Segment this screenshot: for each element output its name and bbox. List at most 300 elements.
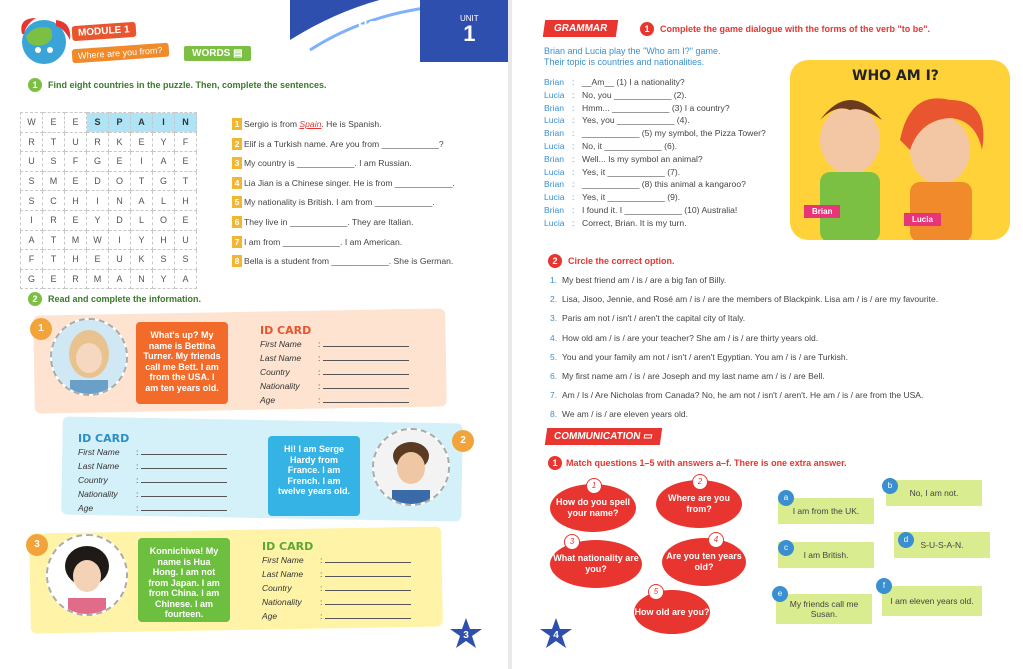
dialogue-colon: : bbox=[572, 77, 575, 87]
id-card-3 bbox=[250, 532, 440, 631]
sentence-after: . I am American. bbox=[340, 236, 403, 247]
sentence-item bbox=[232, 138, 455, 158]
dialogue-colon: : bbox=[572, 89, 575, 100]
grid-cell[interactable]: N bbox=[131, 269, 153, 289]
communication-ex-number: 1 bbox=[548, 456, 562, 470]
grammar-ex2-instruction: Circle the correct option. bbox=[568, 256, 675, 266]
grid-cell[interactable]: T bbox=[43, 230, 65, 250]
word-search-grid bbox=[20, 112, 197, 289]
grid-cell[interactable]: H bbox=[65, 250, 87, 270]
option-text[interactable]: Paris am not / isn't / aren't the capital city of Italy. bbox=[562, 313, 746, 324]
id-field-row: First Name : bbox=[78, 445, 244, 459]
id-field-input[interactable] bbox=[325, 611, 411, 619]
grid-cell[interactable]: A bbox=[131, 191, 153, 211]
grid-cell[interactable]: I bbox=[21, 210, 43, 230]
answer-letter-c: c bbox=[778, 540, 794, 556]
id-card-title: ID CARD bbox=[262, 540, 314, 553]
sentence-blank[interactable]: ____________ bbox=[374, 197, 433, 208]
id-field-label: Nationality bbox=[260, 381, 300, 391]
id-field-label: Last Name bbox=[260, 353, 302, 363]
grid-cell[interactable]: E bbox=[175, 210, 197, 230]
id-field-input[interactable] bbox=[325, 583, 411, 591]
grid-cell[interactable]: R bbox=[65, 269, 87, 289]
question-text: Where are you from? bbox=[667, 493, 731, 514]
unit-badge bbox=[460, 14, 479, 45]
grammar-ex1-number: 1 bbox=[640, 22, 654, 36]
grid-cell[interactable]: L bbox=[131, 210, 153, 230]
grid-cell[interactable]: U bbox=[21, 152, 43, 172]
dialogue-text[interactable]: Well... Is my symbol an animal? bbox=[582, 153, 703, 164]
sentence-blank[interactable]: Spain bbox=[299, 119, 322, 129]
circle-option-item[interactable] bbox=[550, 312, 938, 331]
id-card-title: ID CARD bbox=[78, 432, 130, 445]
boy-portrait-icon bbox=[374, 430, 448, 504]
grid-cell[interactable]: U bbox=[175, 230, 197, 250]
answer-letter-d: d bbox=[898, 532, 914, 548]
answer-letter-a: a bbox=[778, 490, 794, 506]
dialogue-speaker: Lucia bbox=[544, 192, 565, 203]
grid-cell[interactable]: G bbox=[21, 269, 43, 289]
dialogue-speaker: Brian bbox=[544, 102, 565, 113]
id-card-fields bbox=[262, 553, 428, 623]
grid-cell[interactable]: F bbox=[21, 250, 43, 270]
dialogue-text[interactable]: No, you ____________ (2). bbox=[582, 89, 687, 100]
sentence-before: My country is bbox=[244, 158, 298, 169]
option-number: 5. bbox=[550, 351, 558, 362]
dialogue-speaker: Lucia bbox=[544, 140, 565, 151]
grid-cell[interactable]: H bbox=[153, 230, 175, 250]
speech-bubble-3: Konnichiwa! My name is Hua Hong. I am not from Japan. I am from China. I am Chinese. I am fourteen. bbox=[138, 538, 230, 622]
answer-text: No, I am not. bbox=[909, 488, 959, 498]
sentence-number: 7 bbox=[232, 236, 242, 248]
grid-cell[interactable]: D bbox=[109, 210, 131, 230]
grid-cell[interactable]: S bbox=[153, 250, 175, 270]
grid-cell[interactable]: F bbox=[175, 132, 197, 152]
sentence-number: 5 bbox=[232, 196, 242, 208]
grammar-tag: GRAMMAR bbox=[543, 20, 619, 37]
grid-cell[interactable]: L bbox=[153, 191, 175, 211]
question-number-2: 2 bbox=[692, 474, 708, 490]
circle-option-item[interactable] bbox=[550, 293, 938, 312]
id-card-2 bbox=[66, 424, 256, 523]
grid-cell[interactable]: S bbox=[43, 152, 65, 172]
option-text[interactable]: How old am / is / are your teacher? She am / is / are thirty years old. bbox=[562, 332, 819, 343]
id-field-label: Nationality bbox=[78, 489, 118, 499]
dialogue-speaker: Lucia bbox=[544, 217, 565, 228]
id-field-row: Nationality : bbox=[260, 379, 426, 393]
id-field-row: Country : bbox=[78, 473, 244, 487]
grid-cell[interactable]: E bbox=[131, 132, 153, 152]
grid-cell[interactable]: Y bbox=[87, 210, 109, 230]
question-text: How do you spell your name? bbox=[555, 497, 630, 518]
dialogue-speaker: Lucia bbox=[544, 166, 565, 177]
speech-bubble-1: What's up? My name is Bettina Turner. My friends call me Bett. I am from the USA. I am ten years old. bbox=[136, 322, 228, 404]
grid-cell[interactable]: G bbox=[87, 152, 109, 172]
id-card-1 bbox=[248, 316, 438, 415]
grid-cell[interactable]: C bbox=[43, 191, 65, 211]
unit-title: HOWDY! bbox=[358, 18, 413, 33]
option-text[interactable]: Lisa, Jisoo, Jennie, and Rosé am / is / are the members of Blackpink. Lisa am / is / are my favourite. bbox=[562, 294, 939, 305]
dialogue-colon: : bbox=[572, 192, 575, 203]
sentence-blank[interactable]: ____________ bbox=[331, 256, 389, 267]
grid-cell[interactable]: S bbox=[87, 113, 109, 133]
dialogue-text[interactable]: Yes, you ____________ (4). bbox=[582, 115, 690, 126]
grid-row bbox=[21, 152, 197, 172]
circle-option-item[interactable] bbox=[550, 332, 938, 351]
grid-row bbox=[21, 113, 197, 133]
grid-row bbox=[21, 230, 197, 250]
dialogue-colon: : bbox=[572, 153, 575, 164]
id-field-input[interactable] bbox=[325, 597, 411, 605]
question-bubble-4 bbox=[662, 538, 746, 586]
exercise2-instruction: Read and complete the information. bbox=[48, 294, 202, 304]
dialogue-colon: : bbox=[572, 204, 575, 215]
sentence-item bbox=[232, 216, 455, 236]
id-field-row: Country : bbox=[262, 581, 428, 595]
circle-option-list bbox=[550, 274, 938, 428]
grid-cell[interactable]: I bbox=[131, 152, 153, 172]
circle-option-item[interactable] bbox=[550, 408, 938, 427]
option-number: 1. bbox=[550, 275, 558, 285]
grid-cell[interactable]: E bbox=[65, 210, 87, 230]
sentence-after: . bbox=[432, 197, 435, 208]
id-field-row: Age : bbox=[260, 393, 426, 407]
module-subtitle: Where are you from? bbox=[72, 43, 169, 64]
dialogue-text[interactable]: Yes, it ____________ (9). bbox=[582, 192, 681, 203]
unit-label: UNIT bbox=[460, 14, 479, 23]
id-panel-3-number: 3 bbox=[26, 534, 48, 556]
id-field-row: Age : bbox=[262, 609, 428, 623]
answer-letter-e: e bbox=[772, 586, 788, 602]
dialogue-line bbox=[544, 178, 766, 191]
grid-cell[interactable]: O bbox=[109, 171, 131, 191]
photo-hua bbox=[46, 534, 128, 616]
grid-cell[interactable]: T bbox=[43, 250, 65, 270]
communication-instruction: Match questions 1–5 with answers a–f. There is one extra answer. bbox=[566, 458, 847, 468]
id-panel-1-number: 1 bbox=[30, 318, 52, 340]
option-number: 3. bbox=[550, 313, 558, 324]
id-field-label: Country bbox=[78, 475, 108, 485]
grid-cell[interactable]: R bbox=[87, 132, 109, 152]
girl-portrait-icon bbox=[48, 536, 126, 614]
option-number: 8. bbox=[550, 409, 558, 420]
sentence-after: . He is Spanish. bbox=[321, 119, 382, 129]
id-field-input[interactable] bbox=[323, 339, 409, 347]
dialogue-colon: : bbox=[572, 179, 575, 190]
grid-cell[interactable]: H bbox=[65, 191, 87, 211]
grid-cell[interactable]: E bbox=[175, 152, 197, 172]
grid-cell[interactable]: S bbox=[175, 250, 197, 270]
question-bubble-3 bbox=[550, 540, 642, 588]
globe-mascot-icon bbox=[16, 14, 76, 70]
words-label: WORDS bbox=[192, 48, 231, 59]
sentence-blank[interactable]: ____________ bbox=[394, 177, 453, 188]
grid-cell[interactable]: Y bbox=[153, 132, 175, 152]
grid-cell[interactable]: F bbox=[65, 152, 87, 172]
answer-text: S-U-S-A-N. bbox=[920, 540, 964, 550]
sentence-after: . bbox=[452, 177, 455, 188]
grid-cell[interactable]: E bbox=[109, 152, 131, 172]
grid-cell[interactable]: E bbox=[43, 269, 65, 289]
option-text[interactable]: My first name am / is / are Joseph and my last name am / is / are Bell. bbox=[562, 370, 825, 381]
sentence-after: . I am Russian. bbox=[354, 158, 412, 169]
exercise1-instruction: Find eight countries in the puzzle. Then, complete the sentences. bbox=[48, 80, 327, 90]
dialogue-text[interactable]: Yes, it ____________ (7). bbox=[582, 166, 681, 177]
dialogue-speaker: Brian bbox=[544, 153, 565, 164]
id-field-input[interactable] bbox=[325, 569, 411, 577]
sentence-before: My nationality is British. I am from bbox=[244, 197, 375, 208]
id-card-fields bbox=[78, 445, 244, 515]
grid-cell[interactable]: A bbox=[175, 269, 197, 289]
dialogue-colon: : bbox=[572, 115, 575, 126]
game-dialogue bbox=[544, 76, 766, 230]
question-number-3: 3 bbox=[564, 534, 580, 550]
girl-portrait-icon bbox=[52, 320, 126, 394]
question-number-1: 1 bbox=[586, 478, 602, 494]
option-text[interactable]: Am / Is / Are Nicholas from Canada? No, he am not / isn't / aren't. He am / is / are from the USA. bbox=[562, 390, 924, 401]
grid-cell[interactable]: E bbox=[87, 250, 109, 270]
grid-cell[interactable]: T bbox=[43, 132, 65, 152]
unit-number: 1 bbox=[463, 21, 476, 46]
sentence-item bbox=[232, 177, 455, 197]
dialogue-colon: : bbox=[572, 102, 575, 113]
id-field-row: First Name : bbox=[260, 337, 426, 351]
dialogue-line bbox=[544, 217, 766, 230]
id-field-input[interactable] bbox=[323, 381, 409, 389]
question-number-4: 4 bbox=[708, 532, 724, 548]
dialogue-text[interactable]: I found it. I ____________ (10) Australia! bbox=[582, 204, 738, 215]
circle-option-item[interactable] bbox=[550, 274, 938, 293]
grid-cell[interactable]: N bbox=[175, 113, 197, 133]
option-text[interactable]: You and your family am not / isn't / aren't Egyptian. You am / is / are Turkish. bbox=[562, 351, 848, 362]
answer-text: I am eleven years old. bbox=[890, 596, 974, 606]
sentence-blank[interactable]: ____________ bbox=[282, 236, 341, 247]
dialogue-line bbox=[544, 166, 766, 179]
grid-cell[interactable]: I bbox=[109, 230, 131, 250]
grid-cell[interactable]: I bbox=[87, 191, 109, 211]
grid-cell[interactable]: A bbox=[131, 113, 153, 133]
id-field-row: Last Name : bbox=[78, 459, 244, 473]
grid-cell[interactable]: I bbox=[153, 113, 175, 133]
id-field-label: Country bbox=[260, 367, 290, 377]
id-field-row: Last Name : bbox=[262, 567, 428, 581]
grid-cell[interactable]: K bbox=[131, 250, 153, 270]
id-field-label: Nationality bbox=[262, 597, 302, 607]
dialogue-line bbox=[544, 127, 766, 140]
id-field-row: Age : bbox=[78, 501, 244, 515]
left-page-number: 3 bbox=[463, 630, 469, 641]
grid-cell[interactable]: M bbox=[43, 171, 65, 191]
id-field-input[interactable] bbox=[323, 395, 409, 403]
id-field-input[interactable] bbox=[141, 461, 227, 469]
id-field-input[interactable] bbox=[141, 475, 227, 483]
grid-cell[interactable]: W bbox=[87, 230, 109, 250]
grid-cell[interactable]: E bbox=[43, 113, 65, 133]
id-card-fields bbox=[260, 337, 426, 407]
chat-icon: ▭ bbox=[642, 431, 654, 442]
who-am-i-title: WHO AM I? bbox=[852, 68, 939, 84]
question-text: Are you ten years old? bbox=[666, 551, 742, 572]
dialogue-line bbox=[544, 102, 766, 115]
id-field-label: Age bbox=[260, 395, 276, 405]
sentence-number: 3 bbox=[232, 157, 242, 169]
grid-cell[interactable]: R bbox=[21, 132, 43, 152]
id-field-label: Country bbox=[262, 583, 292, 593]
sentence-number: 6 bbox=[232, 216, 242, 228]
id-field-label: Last Name bbox=[78, 461, 120, 471]
dialogue-text[interactable]: __Am__ (1) I a nationality? bbox=[582, 77, 685, 87]
grid-row bbox=[21, 269, 197, 289]
name-tag-lucia: Lucia bbox=[904, 213, 941, 226]
intro-line-1: Brian and Lucia play the "Who am I?" game. bbox=[544, 46, 721, 56]
book-icon: ▤ bbox=[233, 48, 243, 59]
id-field-input[interactable] bbox=[323, 353, 409, 361]
sentence-number: 4 bbox=[232, 177, 242, 189]
grid-cell[interactable]: U bbox=[109, 250, 131, 270]
sentence-before: Bella is a student from bbox=[244, 256, 332, 267]
dialogue-text[interactable]: No, it ____________ (6). bbox=[582, 140, 678, 151]
grid-row bbox=[21, 132, 197, 152]
id-field-label: First Name bbox=[260, 339, 302, 349]
right-page bbox=[512, 0, 1023, 669]
sentence-after: . She is German. bbox=[388, 256, 454, 267]
dialogue-line bbox=[544, 76, 766, 89]
dialogue-text[interactable]: Correct, Brian. It is my turn. bbox=[582, 217, 687, 228]
grid-cell[interactable]: K bbox=[109, 132, 131, 152]
answer-box-b bbox=[886, 480, 982, 506]
grammar-ex1-instruction: Complete the game dialogue with the forms of the verb "to be". bbox=[660, 24, 931, 34]
grid-row bbox=[21, 191, 197, 211]
id-field-input[interactable] bbox=[141, 503, 227, 511]
sentence-before: They live in bbox=[244, 216, 290, 227]
grammar-intro bbox=[544, 46, 720, 68]
grid-cell[interactable]: A bbox=[109, 269, 131, 289]
dialogue-colon: : bbox=[572, 217, 575, 228]
sentence-after: . They are Italian. bbox=[347, 216, 414, 227]
dialogue-colon: : bbox=[572, 128, 575, 139]
dialogue-text[interactable]: ____________ (8) this animal a kangaroo? bbox=[582, 179, 746, 190]
grid-cell[interactable]: D bbox=[87, 171, 109, 191]
grid-cell[interactable]: T bbox=[175, 171, 197, 191]
grid-cell[interactable]: P bbox=[109, 113, 131, 133]
sentence-blank[interactable]: ____________ bbox=[289, 216, 348, 227]
dialogue-speaker: Lucia bbox=[544, 89, 565, 100]
id-field-input[interactable] bbox=[141, 489, 227, 497]
circle-option-item[interactable] bbox=[550, 370, 938, 389]
answer-text: My friends call me Susan. bbox=[789, 599, 859, 619]
communication-label: COMMUNICATION bbox=[553, 431, 642, 442]
option-text[interactable]: My best friend am / is / are a big fan of Billy. bbox=[562, 275, 727, 285]
grid-cell[interactable]: A bbox=[21, 230, 43, 250]
option-text[interactable]: We am / is / are eleven years old. bbox=[562, 409, 688, 420]
dialogue-line bbox=[544, 204, 766, 217]
circle-option-item[interactable] bbox=[550, 389, 938, 408]
question-bubble-5 bbox=[634, 590, 710, 634]
id-field-row: Last Name : bbox=[260, 351, 426, 365]
dialogue-colon: : bbox=[572, 166, 575, 177]
dialogue-line bbox=[544, 191, 766, 204]
grid-cell[interactable]: H bbox=[175, 191, 197, 211]
id-field-label: First Name bbox=[78, 447, 120, 457]
grid-row bbox=[21, 250, 197, 270]
name-tag-brian: Brian bbox=[804, 205, 840, 218]
id-field-row: Nationality : bbox=[262, 595, 428, 609]
grid-cell[interactable]: N bbox=[109, 191, 131, 211]
id-field-label: Age bbox=[78, 503, 94, 513]
sentence-blank[interactable]: ____________ bbox=[381, 138, 439, 149]
question-text: What nationality are you? bbox=[553, 553, 639, 574]
id-field-input[interactable] bbox=[141, 447, 227, 455]
grid-cell[interactable]: U bbox=[65, 132, 87, 152]
dialogue-text[interactable]: Hmm... ____________ (3) I a country? bbox=[582, 102, 730, 113]
grid-cell[interactable]: A bbox=[153, 152, 175, 172]
id-field-row: First Name : bbox=[262, 553, 428, 567]
exercise1-number: 1 bbox=[28, 78, 42, 92]
dialogue-colon: : bbox=[572, 140, 575, 151]
answer-text: I am British. bbox=[803, 550, 849, 560]
answer-letter-b: b bbox=[882, 478, 898, 494]
grid-cell[interactable]: R bbox=[43, 210, 65, 230]
answer-box-e bbox=[776, 594, 872, 624]
grid-cell[interactable]: Y bbox=[153, 269, 175, 289]
id-field-row: Nationality : bbox=[78, 487, 244, 501]
dialogue-text[interactable]: ____________ (5) my symbol, the Pizza Tower? bbox=[582, 128, 766, 139]
photo-serge bbox=[372, 428, 450, 506]
grammar-ex2-number: 2 bbox=[548, 254, 562, 268]
id-field-label: Last Name bbox=[262, 569, 304, 579]
sentence-blank[interactable]: ____________ bbox=[297, 158, 355, 169]
id-card-title: ID CARD bbox=[260, 324, 312, 337]
grid-cell[interactable]: S bbox=[21, 171, 43, 191]
sentence-item bbox=[232, 196, 455, 216]
answer-box-f bbox=[882, 586, 982, 616]
grid-cell[interactable]: M bbox=[87, 269, 109, 289]
option-number: 2. bbox=[550, 294, 558, 305]
dialogue-line bbox=[544, 114, 766, 127]
grid-cell[interactable]: O bbox=[153, 210, 175, 230]
grid-cell[interactable]: W bbox=[21, 113, 43, 133]
words-tag bbox=[184, 46, 251, 61]
id-field-input[interactable] bbox=[323, 367, 409, 375]
id-field-row: Country : bbox=[260, 365, 426, 379]
sentence-list bbox=[232, 118, 455, 275]
dialogue-speaker: Brian bbox=[544, 204, 565, 215]
dialogue-line bbox=[544, 89, 766, 102]
grid-cell[interactable]: E bbox=[65, 171, 87, 191]
answer-letter-f: f bbox=[876, 578, 892, 594]
sentence-number: 1 bbox=[232, 118, 242, 130]
communication-tag bbox=[545, 428, 662, 445]
dialogue-line bbox=[544, 140, 766, 153]
grid-cell[interactable]: M bbox=[65, 230, 87, 250]
option-number: 7. bbox=[550, 390, 558, 401]
sentence-before: Sergio is from bbox=[244, 119, 300, 129]
grid-cell[interactable]: E bbox=[65, 113, 87, 133]
grid-cell[interactable]: Y bbox=[131, 230, 153, 250]
grid-cell[interactable]: G bbox=[153, 171, 175, 191]
module-label: MODULE 1 bbox=[72, 22, 137, 41]
left-page bbox=[0, 0, 508, 669]
intro-line-2: Their topic is countries and nationalities. bbox=[544, 57, 705, 67]
id-field-input[interactable] bbox=[325, 555, 411, 563]
id-field-label: Age bbox=[262, 611, 278, 621]
grid-cell[interactable]: S bbox=[21, 191, 43, 211]
grid-cell[interactable]: T bbox=[131, 171, 153, 191]
dialogue-speaker: Brian bbox=[544, 77, 565, 87]
dialogue-speaker: Brian bbox=[544, 179, 565, 190]
id-field-label: First Name bbox=[262, 555, 304, 565]
circle-option-item[interactable] bbox=[550, 351, 938, 370]
